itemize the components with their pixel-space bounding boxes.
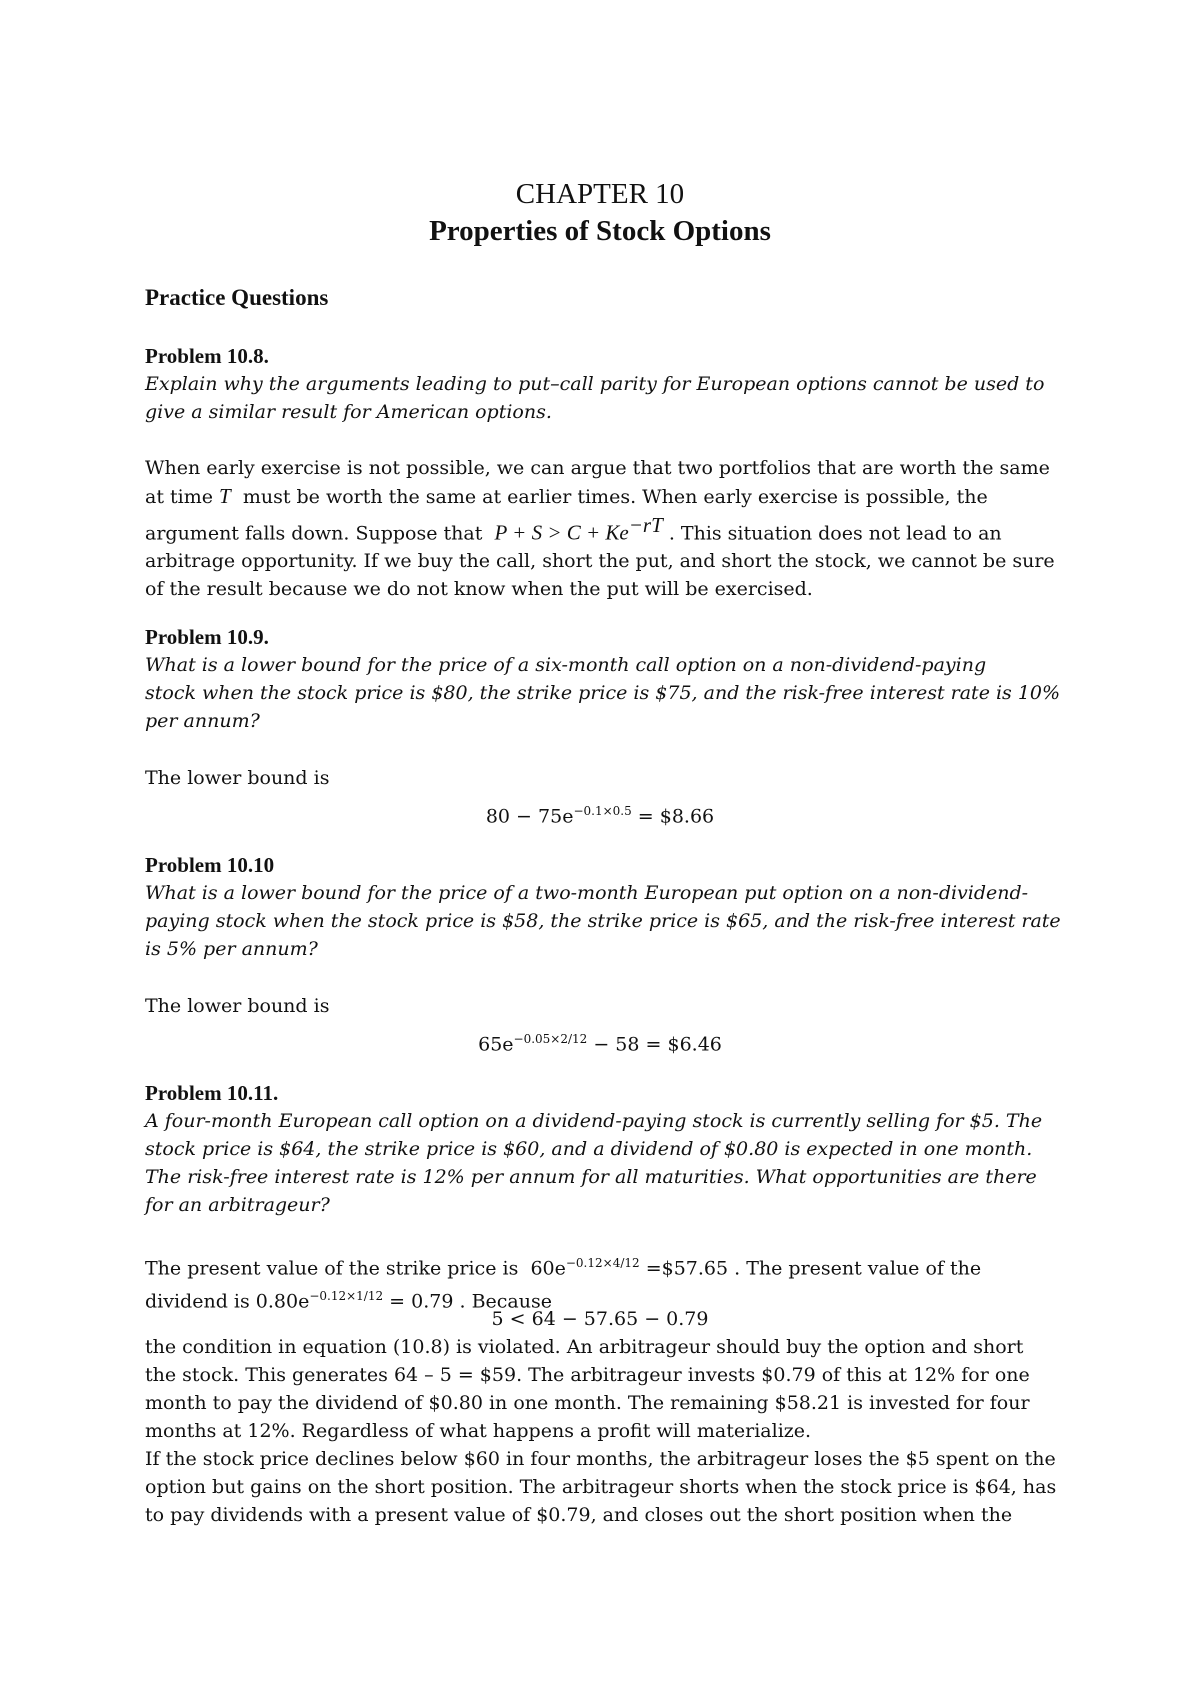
question-line: stock price is $64, the strike price is $60, and a dividend of $0.80 is expected in one month. xyxy=(145,1138,1033,1160)
question-line: The risk-free interest rate is 12% per annum for all maturities. What opportunities are there xyxy=(145,1166,1037,1188)
answer-line: month to pay the dividend of $0.80 in one month. The remaining $58.21 is invested for four xyxy=(145,1392,1030,1414)
problem-heading: Problem 10.10 xyxy=(145,853,275,877)
answer-10-9 xyxy=(145,764,1065,792)
dividend-pv-exponent: −0.12×1/12 xyxy=(309,1289,384,1304)
answer-line xyxy=(145,482,1065,511)
chapter-title: Properties of Stock Options xyxy=(429,215,771,247)
answer-text: dividend is xyxy=(145,1290,250,1313)
question-line: stock when the stock price is $80, the strike price is $75, and the risk-free interest rate is 10% xyxy=(145,682,1061,704)
problem-10-11 xyxy=(145,1079,1065,1219)
answer-text: must be worth the same at earlier times. When early exercise is possible, the xyxy=(242,486,988,508)
question-line: per annum? xyxy=(145,710,260,732)
answer-text: . The present value of the xyxy=(734,1257,982,1280)
answer-10-8 xyxy=(145,454,1065,603)
answer-line: to pay dividends with a present value of $0.79, and closes out the short position when the xyxy=(145,1504,1013,1526)
parity-exponent: −rT xyxy=(628,513,663,537)
answer-line: months at 12%. Regardless of what happens a profit will materialize. xyxy=(145,1420,812,1442)
practice-questions-heading-wrap xyxy=(145,284,1065,312)
answer-10-10 xyxy=(145,992,1065,1020)
question-line: paying stock when the stock price is $58, the strike price is $65, and the risk-free interest rate xyxy=(145,910,1061,932)
answer-line xyxy=(145,511,1065,547)
question-line: A four-month European call option on a dividend-paying stock is currently selling for $5. The xyxy=(145,1110,1043,1132)
strike-pv-exponent: −0.12×4/12 xyxy=(565,1256,640,1270)
chapter-number: CHAPTER 10 xyxy=(515,178,685,210)
answer-line: The lower bound is xyxy=(145,995,330,1017)
question-line: What is a lower bound for the price of a two-month European put option on a non-dividend- xyxy=(145,882,1029,904)
answer-text: at time xyxy=(145,486,213,508)
answer-line: the condition in equation (10.8) is violated. An arbitrageur should buy the option and short xyxy=(145,1336,1024,1358)
answer-text: argument falls down. Suppose that xyxy=(145,522,483,545)
strike-pv-base: 60e xyxy=(530,1257,566,1280)
answer-line xyxy=(145,1249,1065,1282)
answer-line: of the result because we do not know when the put will be exercised. xyxy=(145,578,813,601)
question-line: What is a lower bound for the price of a six-month call option on a non-dividend-paying xyxy=(145,654,987,676)
answer-line: option but gains on the short position. The arbitrageur shorts when the stock price is $64, has xyxy=(145,1476,1057,1498)
answer-text: . Because xyxy=(459,1290,552,1313)
answer-text: . This situation does not lead to an xyxy=(668,522,1002,545)
problem-10-8 xyxy=(145,342,1065,426)
arbitrage-inequality: 5 < 64 − 57.65 − 0.79 xyxy=(491,1308,709,1330)
practice-questions-heading: Practice Questions xyxy=(145,285,329,310)
equation-base: 65e xyxy=(478,1033,514,1056)
problem-heading: Problem 10.8. xyxy=(145,344,269,368)
dividend-pv-result: = 0.79 xyxy=(383,1290,454,1313)
parity-inequality: P + S > C + Ke xyxy=(494,520,629,545)
dividend-pv-base: 0.80e xyxy=(255,1290,310,1313)
strike-pv-result: =$57.65 xyxy=(645,1257,729,1280)
problem-10-10 xyxy=(145,851,1065,963)
equation-exponent: −0.05×2/12 xyxy=(513,1032,588,1046)
answer-line: The lower bound is xyxy=(145,767,330,789)
problem-heading: Problem 10.11. xyxy=(145,1081,279,1105)
question-line: for an arbitrageur? xyxy=(145,1194,330,1216)
question-line: give a similar result for American options. xyxy=(145,401,552,423)
equation-base: 80 − 75e xyxy=(485,805,574,828)
answer-line: If the stock price declines below $60 in four months, the arbitrageur loses the $5 spent on the xyxy=(145,1448,1056,1470)
equation-10-9 xyxy=(0,797,1200,830)
answer-line: arbitrage opportunity. If we buy the call, short the put, and short the stock, we cannot be sure xyxy=(145,550,1055,573)
question-line: is 5% per annum? xyxy=(145,938,318,960)
answer-line: the stock. This generates 64 – 5 = $59. The arbitrageur invests $0.79 of this at 12% for one xyxy=(145,1364,1030,1386)
equation-exponent: −0.1×0.5 xyxy=(573,804,632,818)
equation-10-10 xyxy=(0,1025,1200,1058)
equation-result: = $8.66 xyxy=(631,805,715,828)
answer-line: When early exercise is not possible, we can argue that two portfolios that are worth the same xyxy=(145,457,1050,479)
question-line: Explain why the arguments leading to put–call parity for European options cannot be used to xyxy=(145,373,1045,395)
equation-result: − 58 = $6.46 xyxy=(587,1033,722,1056)
problem-heading: Problem 10.9. xyxy=(145,625,269,649)
math-variable: T xyxy=(219,484,231,508)
answer-text: The present value of the strike price is xyxy=(145,1257,519,1280)
problem-10-9 xyxy=(145,623,1065,735)
answer-10-11-body xyxy=(145,1333,1065,1529)
